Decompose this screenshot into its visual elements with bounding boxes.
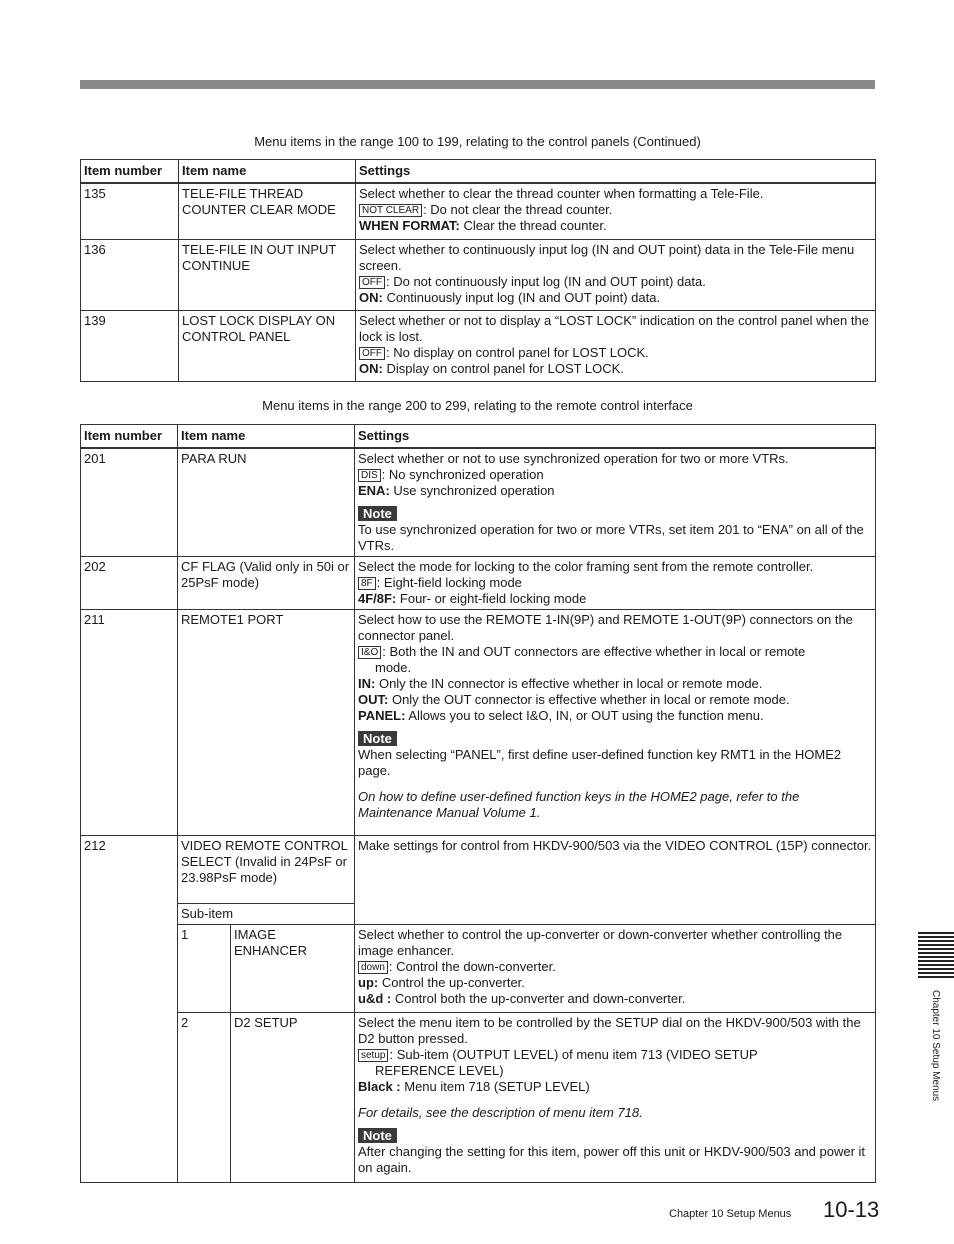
default-value-box: I&O (358, 646, 381, 659)
item-number: 212 (81, 836, 178, 1183)
setting-description: Select whether to continuously input log (IN and OUT point) data in the Tele-File menu screen. (359, 241, 855, 273)
table-row (81, 183, 876, 239)
reference-text: On how to define user-defined function keys in the HOME2 page, refer to the Maintenance Manual Volume 1. (358, 789, 800, 820)
option-text: : Eight-field locking mode (376, 575, 522, 590)
setting-option (359, 202, 872, 218)
option-label: WHEN FORMAT: (359, 218, 460, 233)
option-label: 4F/8F: (358, 591, 397, 606)
setting-option (359, 290, 872, 306)
item-name: TELE-FILE IN OUT INPUT CONTINUE (179, 239, 356, 310)
option-text: Control the up-converter. (378, 975, 525, 990)
header-item-number: Item number (81, 160, 179, 184)
table-row (81, 557, 876, 610)
note-text: After changing the setting for this item, power off this unit or HKDV-900/503 and power it on again. (358, 1144, 866, 1175)
setting-option (358, 575, 872, 591)
option-text: Only the OUT connector is effective whether in local or remote mode. (388, 692, 790, 707)
option-text: Allows you to select I&O, IN, or OUT using the function menu. (405, 708, 764, 723)
item-name: CF FLAG (Valid only in 50i or 25PsF mode) (178, 557, 355, 610)
option-label: up: (358, 975, 379, 990)
note-text: When selecting “PANEL”, first define user-defined function key RMT1 in the HOME2 page. (358, 747, 842, 778)
default-value-box: NOT CLEAR (359, 204, 422, 217)
item-number: 139 (81, 310, 179, 381)
setting-option (358, 644, 872, 660)
default-value-box: down (358, 961, 388, 974)
header-item-number: Item number (81, 425, 178, 449)
option-text: : No synchronized operation (381, 467, 544, 482)
option-label: PANEL: (358, 708, 406, 723)
default-value-box: OFF (359, 276, 385, 289)
option-label: ENA: (358, 483, 390, 498)
option-label: ON: (359, 360, 383, 376)
option-text: Continuously input log (IN and OUT point) data. (382, 289, 661, 305)
setting-option (358, 483, 872, 499)
option-text: : Control the down-converter. (388, 959, 556, 974)
setting-option (358, 708, 872, 724)
item-settings (355, 836, 876, 925)
option-text: Display on control panel for LOST LOCK. (382, 360, 624, 376)
item-settings (355, 448, 876, 557)
option-text: Use synchronized operation (389, 483, 555, 498)
table1-header-row (81, 160, 876, 184)
setting-option (358, 959, 872, 975)
setting-option (359, 274, 872, 290)
setting-option (359, 345, 872, 361)
option-text: Only the IN connector is effective whether in local or remote mode. (375, 676, 763, 691)
table1 (80, 159, 876, 382)
item-name: REMOTE1 PORT (178, 610, 355, 836)
setting-option (358, 1047, 872, 1063)
setting-description: Select whether or not to use synchronized operation for two or more VTRs. (358, 451, 789, 466)
option-text: Control both the up-converter and down-converter. (391, 991, 686, 1006)
setting-description: Select whether to clear the thread counter when formatting a Tele-File. (359, 186, 764, 201)
chapter-side-tab: Chapter 10 Setup Menus (930, 990, 941, 1102)
header-settings: Settings (356, 160, 876, 184)
option-label: Black : (358, 1079, 401, 1094)
note-text: To use synchronized operation for two or more VTRs, set item 201 to “ENA” on all of the VTRs. (358, 522, 864, 553)
setting-description: Select the mode for locking to the color framing sent from the remote controller. (358, 559, 814, 574)
header-rule (80, 80, 875, 89)
table1-caption: Menu items in the range 100 to 199, relating to the control panels (Continued) (254, 134, 701, 149)
item-number: 136 (81, 239, 179, 310)
note-badge: Note (358, 1128, 397, 1143)
subitem-number: 2 (178, 1013, 231, 1183)
item-settings (356, 183, 876, 239)
subitem-name: D2 SETUP (231, 1013, 355, 1183)
default-value-box: 8F (358, 577, 376, 590)
item-name: TELE-FILE THREAD COUNTER CLEAR MODE (179, 183, 356, 239)
setting-option (358, 467, 872, 483)
setting-description: Select the menu item to be controlled by the SETUP dial on the HKDV-900/503 with the D2 button pressed. (358, 1015, 861, 1046)
setting-option (358, 692, 872, 708)
setting-option (359, 361, 872, 377)
item-settings (355, 557, 876, 610)
reference-text: For details, see the description of menu item 718. (358, 1105, 643, 1120)
setting-description: Make settings for control from HKDV-900/503 via the VIDEO CONTROL (15P) connector. (358, 838, 872, 853)
setting-description: Select whether to control the up-converter or down-converter whether controlling the image enhancer. (358, 927, 843, 958)
item-name: VIDEO REMOTE CONTROL SELECT (Invalid in 24PsF or 23.98PsF mode) (178, 836, 355, 904)
setting-option (358, 991, 872, 1007)
item-settings (355, 925, 876, 1013)
subitem-label: Sub-item (178, 904, 355, 925)
option-label: ON: (359, 289, 383, 305)
option-continuation: REFERENCE LEVEL) (375, 1063, 504, 1078)
option-text: : Do not continuously input log (IN and OUT point) data. (386, 273, 706, 289)
option-label: OUT: (358, 692, 389, 707)
item-settings (356, 310, 876, 381)
table2-caption: Menu items in the range 200 to 299, relating to the remote control interface (262, 398, 693, 413)
option-text: Menu item 718 (SETUP LEVEL) (400, 1079, 590, 1094)
item-name: PARA RUN (178, 448, 355, 557)
header-settings: Settings (355, 425, 876, 449)
setting-description: Select whether or not to display a “LOST LOCK” indication on the control panel when the lock is lost. (359, 312, 869, 344)
option-text: : No display on control panel for LOST LOCK. (386, 344, 649, 360)
header-item-name: Item name (178, 425, 355, 449)
footer-chapter: Chapter 10 Setup Menus (669, 1208, 792, 1220)
chapter-thumb-index (918, 932, 954, 978)
table-row (81, 310, 876, 381)
table-row (81, 239, 876, 310)
setting-option (358, 676, 872, 692)
default-value-box: DIS (358, 469, 381, 482)
item-number: 211 (81, 610, 178, 836)
subitem-number: 1 (178, 925, 231, 1013)
note-badge: Note (358, 731, 397, 746)
setting-description: Select how to use the REMOTE 1-IN(9P) and REMOTE 1-OUT(9P) connectors on the connector panel. (358, 612, 853, 643)
item-number: 202 (81, 557, 178, 610)
item-number: 201 (81, 448, 178, 557)
table2-header-row (81, 425, 876, 449)
option-label: IN: (358, 676, 376, 691)
default-value-box: setup (358, 1049, 388, 1062)
table2 (80, 424, 876, 1183)
item-name: LOST LOCK DISPLAY ON CONTROL PANEL (179, 310, 356, 381)
option-label: u&d : (358, 991, 392, 1006)
subitem-row (81, 925, 876, 1013)
subitem-name: IMAGE ENHANCER (231, 925, 355, 1013)
item-settings (356, 239, 876, 310)
table-row (81, 836, 876, 904)
table-row (81, 610, 876, 836)
subitem-row (81, 1013, 876, 1183)
default-value-box: OFF (359, 347, 385, 360)
option-text: : Do not clear the thread counter. (423, 202, 613, 217)
option-text: : Sub-item (OUTPUT LEVEL) of menu item 713 (VIDEO SETUP (389, 1047, 758, 1062)
option-text: Clear the thread counter. (459, 218, 607, 233)
page-number: 10-13 (823, 1197, 880, 1222)
setting-option (358, 1079, 872, 1095)
option-continuation: mode. (375, 660, 412, 675)
setting-option (358, 591, 872, 607)
item-settings (355, 1013, 876, 1183)
table-row (81, 448, 876, 557)
setting-option (358, 975, 872, 991)
note-badge: Note (358, 506, 397, 521)
item-number: 135 (81, 183, 179, 239)
option-text: Four- or eight-field locking mode (396, 591, 587, 606)
item-settings (355, 610, 876, 836)
setting-option (359, 218, 872, 234)
option-text: : Both the IN and OUT connectors are effective whether in local or remote (382, 644, 806, 659)
header-item-name: Item name (179, 160, 356, 184)
